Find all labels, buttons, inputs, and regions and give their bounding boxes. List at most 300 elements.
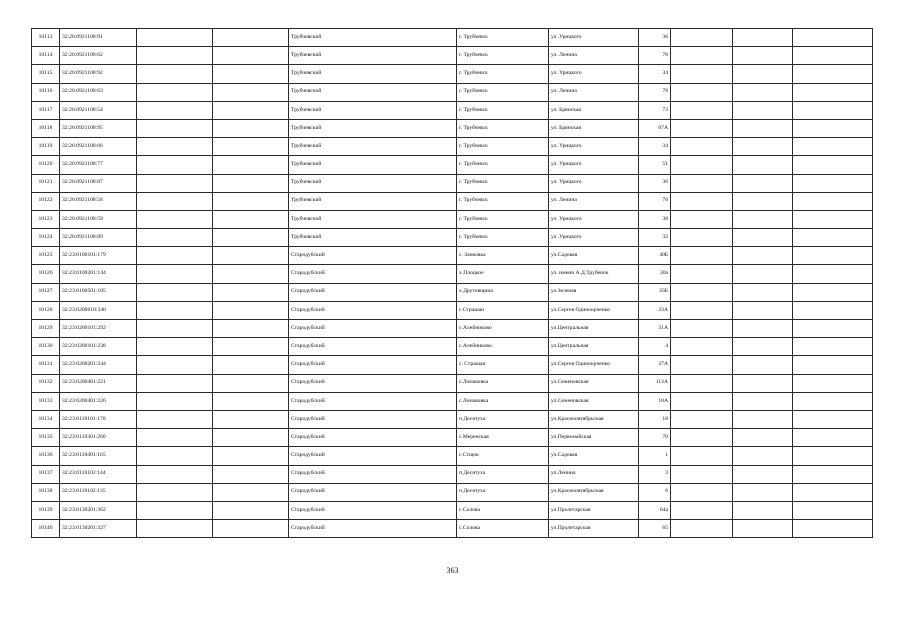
district-cell: Трубчевский (289, 101, 457, 119)
empty-cell (733, 501, 793, 519)
house-number-cell: 38 (639, 210, 671, 228)
house-number-cell: 67А (639, 119, 671, 137)
empty-cell (733, 247, 793, 265)
empty-cell (213, 338, 289, 356)
empty-cell (671, 138, 733, 156)
empty-cell (213, 392, 289, 410)
row-number-cell: 10139 (32, 501, 60, 519)
table-row (32, 447, 873, 465)
row-number-cell: 10113 (32, 29, 60, 47)
row-number-cell: 10131 (32, 356, 60, 374)
empty-cell (137, 447, 213, 465)
cadastral-number-cell: 32:23:0200401:221 (60, 374, 137, 392)
table-row (32, 429, 873, 447)
street-cell: ул. имени А.Д.Трубенок (549, 265, 639, 283)
street-cell: ул.Первомайская (549, 429, 639, 447)
settlement-cell: с.Ломаковка (457, 392, 549, 410)
empty-cell (733, 101, 793, 119)
empty-cell (671, 192, 733, 210)
empty-cell (671, 501, 733, 519)
house-number-cell: 30а (639, 265, 671, 283)
empty-cell (671, 520, 733, 538)
empty-cell (671, 410, 733, 428)
settlement-cell: г. Трубчевск (457, 229, 549, 247)
empty-cell (733, 392, 793, 410)
empty-cell (793, 119, 873, 137)
street-cell: ул.Центральная (549, 338, 639, 356)
row-number-cell: 10121 (32, 174, 60, 192)
table-row (32, 29, 873, 47)
empty-cell (671, 174, 733, 192)
empty-cell (733, 229, 793, 247)
empty-cell (213, 119, 289, 137)
district-cell: Стародубский (289, 429, 457, 447)
empty-cell (793, 101, 873, 119)
house-number-cell: 33Б (639, 283, 671, 301)
empty-cell (793, 156, 873, 174)
empty-cell (793, 410, 873, 428)
empty-cell (793, 301, 873, 319)
row-number-cell: 10117 (32, 101, 60, 119)
cadastral-number-cell: 32:23:0110101:178 (60, 410, 137, 428)
table-row (32, 229, 873, 247)
cadastral-number-cell: 32:23:0200401:226 (60, 392, 137, 410)
empty-cell (213, 29, 289, 47)
house-number-cell: 31А (639, 320, 671, 338)
settlement-cell: г. Трубчевск (457, 119, 549, 137)
cadastral-number-cell: 32:23:0130201:327 (60, 520, 137, 538)
row-number-cell: 10140 (32, 520, 60, 538)
empty-cell (137, 83, 213, 101)
street-cell: ул.Ленина (549, 465, 639, 483)
table-row (32, 483, 873, 501)
empty-cell (137, 210, 213, 228)
empty-cell (793, 229, 873, 247)
settlement-cell: с. Занковка (457, 247, 549, 265)
street-cell: ул. Урицкого (549, 29, 639, 47)
house-number-cell: 73 (639, 101, 671, 119)
empty-cell (671, 65, 733, 83)
house-number-cell: 18А (639, 392, 671, 410)
house-number-cell: 32 (639, 229, 671, 247)
street-cell: ул. Урицкого (549, 174, 639, 192)
empty-cell (793, 283, 873, 301)
street-cell: ул. Ленина (549, 192, 639, 210)
cadastral-number-cell: 32:23:0110102:144 (60, 465, 137, 483)
cadastral-number-cell: 32:23:0100101:179 (60, 247, 137, 265)
empty-cell (793, 29, 873, 47)
street-cell: ул. Ленина (549, 47, 639, 65)
empty-cell (213, 301, 289, 319)
settlement-cell: х.Друговщина (457, 283, 549, 301)
empty-cell (137, 465, 213, 483)
empty-cell (733, 447, 793, 465)
row-number-cell: 10124 (32, 229, 60, 247)
cadastral-number-cell: 32:26:0921108:59 (60, 210, 137, 228)
district-cell: Стародубский (289, 301, 457, 319)
street-cell: ул.Сергея Одинокрченко (549, 356, 639, 374)
cadastral-number-cell: 32:26:0921108:92 (60, 65, 137, 83)
settlement-cell: с.Солова (457, 520, 549, 538)
empty-cell (733, 138, 793, 156)
empty-cell (793, 138, 873, 156)
row-number-cell: 10134 (32, 410, 60, 428)
house-number-cell: 113А (639, 374, 671, 392)
street-cell: ул.Садовая (549, 247, 639, 265)
street-cell: ул. Урицкого (549, 65, 639, 83)
cadastral-number-cell: 32:23:0110301:260 (60, 429, 137, 447)
street-cell: ул. Урицкого (549, 229, 639, 247)
district-cell: Трубчевский (289, 174, 457, 192)
table-row (32, 47, 873, 65)
empty-cell (733, 65, 793, 83)
table-row (32, 392, 873, 410)
street-cell: ул.Зеленая (549, 283, 639, 301)
empty-cell (213, 138, 289, 156)
table-row (32, 65, 873, 83)
empty-cell (671, 465, 733, 483)
empty-cell (137, 47, 213, 65)
empty-cell (137, 410, 213, 428)
table-row (32, 501, 873, 519)
district-cell: Трубчевский (289, 210, 457, 228)
empty-cell (671, 356, 733, 374)
table-row (32, 83, 873, 101)
cadastral-number-cell: 32:23:0110401:165 (60, 447, 137, 465)
empty-cell (671, 283, 733, 301)
cadastral-number-cell: 32:23:0110102:135 (60, 483, 137, 501)
row-number-cell: 10116 (32, 83, 60, 101)
empty-cell (733, 192, 793, 210)
empty-cell (671, 483, 733, 501)
district-cell: Стародубский (289, 247, 457, 265)
cadastral-number-cell: 32:23:0200101:238 (60, 338, 137, 356)
table-body (32, 29, 873, 538)
empty-cell (137, 392, 213, 410)
settlement-cell: г. Трубчевск (457, 192, 549, 210)
empty-cell (137, 156, 213, 174)
district-cell: Трубчевский (289, 138, 457, 156)
empty-cell (213, 65, 289, 83)
table-row (32, 174, 873, 192)
empty-cell (793, 483, 873, 501)
empty-cell (213, 192, 289, 210)
row-number-cell: 10137 (32, 465, 60, 483)
settlement-cell: с.Солова (457, 501, 549, 519)
empty-cell (793, 174, 873, 192)
empty-cell (733, 429, 793, 447)
street-cell: ул.Садовая (549, 447, 639, 465)
house-number-cell: 78 (639, 192, 671, 210)
table-row (32, 192, 873, 210)
empty-cell (213, 283, 289, 301)
district-cell: Стародубский (289, 501, 457, 519)
empty-cell (671, 83, 733, 101)
page-number: 363 (446, 566, 459, 575)
district-cell: Трубчевский (289, 83, 457, 101)
table-row (32, 338, 873, 356)
district-cell: Стародубский (289, 465, 457, 483)
empty-cell (671, 265, 733, 283)
empty-cell (213, 447, 289, 465)
cadastral-number-cell: 32:26:0921108:91 (60, 29, 137, 47)
settlement-cell: х.Плоцкое (457, 265, 549, 283)
table-row (32, 465, 873, 483)
empty-cell (671, 338, 733, 356)
settlement-cell: с.Алейниково (457, 320, 549, 338)
table-row (32, 119, 873, 137)
empty-cell (671, 374, 733, 392)
district-cell: Стародубский (289, 356, 457, 374)
table-row (32, 156, 873, 174)
empty-cell (137, 356, 213, 374)
house-number-cell: 64а (639, 501, 671, 519)
settlement-cell: г. Трубчевск (457, 174, 549, 192)
empty-cell (793, 47, 873, 65)
empty-cell (137, 483, 213, 501)
empty-cell (793, 192, 873, 210)
row-number-cell: 10120 (32, 156, 60, 174)
row-number-cell: 10123 (32, 210, 60, 228)
settlement-cell: с.Меренская (457, 429, 549, 447)
empty-cell (213, 229, 289, 247)
cadastral-number-cell: 32:26:0921108:54 (60, 101, 137, 119)
empty-cell (137, 338, 213, 356)
row-number-cell: 10126 (32, 265, 60, 283)
cadastral-number-cell: 32:26:0921108:63 (60, 83, 137, 101)
table-row (32, 520, 873, 538)
row-number-cell: 10133 (32, 392, 60, 410)
empty-cell (671, 101, 733, 119)
empty-cell (793, 210, 873, 228)
empty-cell (671, 47, 733, 65)
empty-cell (137, 247, 213, 265)
cadastral-number-cell: 32:26:0921108:89 (60, 229, 137, 247)
cadastral-number-cell: 32:26:0921108:62 (60, 47, 137, 65)
settlement-cell: г. Трубчевск (457, 83, 549, 101)
empty-cell (793, 429, 873, 447)
row-number-cell: 10122 (32, 192, 60, 210)
empty-cell (671, 156, 733, 174)
street-cell: ул.Центральная (549, 320, 639, 338)
house-number-cell: 34 (639, 65, 671, 83)
cadastral-number-cell: 32:23:0200610:340 (60, 301, 137, 319)
house-number-cell: 33А (639, 301, 671, 319)
table-row (32, 247, 873, 265)
table-row (32, 320, 873, 338)
house-number-cell: 3 (639, 465, 671, 483)
empty-cell (137, 283, 213, 301)
table-row (32, 410, 873, 428)
table-row (32, 301, 873, 319)
empty-cell (213, 483, 289, 501)
empty-cell (213, 83, 289, 101)
cadastral-number-cell: 32:26:0921108:95 (60, 119, 137, 137)
settlement-cell: г. Трубчевск (457, 101, 549, 119)
empty-cell (137, 320, 213, 338)
street-cell: ул.Семеновская (549, 392, 639, 410)
house-number-cell: 51 (639, 156, 671, 174)
empty-cell (137, 65, 213, 83)
table-row (32, 101, 873, 119)
house-number-cell: 40Б (639, 247, 671, 265)
district-cell: Трубчевский (289, 119, 457, 137)
house-number-cell: 27А (639, 356, 671, 374)
street-cell: ул.Красноовтябрьская (549, 410, 639, 428)
empty-cell (137, 265, 213, 283)
street-cell: ул.Семеновская (549, 374, 639, 392)
empty-cell (793, 447, 873, 465)
district-cell: Стародубский (289, 374, 457, 392)
house-number-cell: 1 (639, 447, 671, 465)
row-number-cell: 10115 (32, 65, 60, 83)
empty-cell (671, 447, 733, 465)
house-number-cell: 65 (639, 520, 671, 538)
cadastral-number-cell: 32:23:0130201:362 (60, 501, 137, 519)
empty-cell (213, 174, 289, 192)
empty-cell (793, 83, 873, 101)
empty-cell (213, 356, 289, 374)
cadastral-number-cell: 32:26:0921108:87 (60, 174, 137, 192)
settlement-cell: г. Трубчевск (457, 65, 549, 83)
cadastral-number-cell: 32:23:0200201:244 (60, 356, 137, 374)
empty-cell (793, 338, 873, 356)
cadastral-number-cell: 32:23:0100201:144 (60, 265, 137, 283)
house-number-cell: 4 (639, 338, 671, 356)
empty-cell (137, 374, 213, 392)
settlement-cell: г. Трубчевск (457, 138, 549, 156)
empty-cell (137, 501, 213, 519)
registry-table (31, 28, 873, 538)
row-number-cell: 10136 (32, 447, 60, 465)
empty-cell (671, 119, 733, 137)
row-number-cell: 10127 (32, 283, 60, 301)
empty-cell (733, 520, 793, 538)
empty-cell (793, 356, 873, 374)
row-number-cell: 10125 (32, 247, 60, 265)
row-number-cell: 10138 (32, 483, 60, 501)
cadastral-number-cell: 32:23:0200101:292 (60, 320, 137, 338)
settlement-cell: п.Десятуха (457, 410, 549, 428)
district-cell: Стародубский (289, 483, 457, 501)
empty-cell (793, 520, 873, 538)
empty-cell (213, 501, 289, 519)
street-cell: ул.Пролетарская (549, 501, 639, 519)
district-cell: Стародубский (289, 283, 457, 301)
empty-cell (671, 229, 733, 247)
cadastral-number-cell: 32:23:0100501:105 (60, 283, 137, 301)
empty-cell (733, 156, 793, 174)
district-cell: Трубчевский (289, 156, 457, 174)
empty-cell (733, 356, 793, 374)
street-cell: ул. Брянская (549, 119, 639, 137)
empty-cell (213, 320, 289, 338)
empty-cell (137, 174, 213, 192)
empty-cell (671, 210, 733, 228)
table-row (32, 374, 873, 392)
settlement-cell: с.Ломаковка (457, 374, 549, 392)
settlement-cell: с.Страшаи (457, 301, 549, 319)
empty-cell (733, 174, 793, 192)
empty-cell (137, 229, 213, 247)
empty-cell (733, 283, 793, 301)
empty-cell (137, 429, 213, 447)
empty-cell (213, 101, 289, 119)
house-number-cell: 78 (639, 83, 671, 101)
empty-cell (793, 392, 873, 410)
settlement-cell: п.Десятуха (457, 465, 549, 483)
empty-cell (137, 520, 213, 538)
house-number-cell: 34 (639, 138, 671, 156)
district-cell: Трубчевский (289, 192, 457, 210)
house-number-cell: 6 (639, 483, 671, 501)
empty-cell (733, 338, 793, 356)
empty-cell (733, 320, 793, 338)
empty-cell (793, 320, 873, 338)
cadastral-number-cell: 32:26:0921108:58 (60, 192, 137, 210)
street-cell: ул.Красноовтябрьская (549, 483, 639, 501)
street-cell: ул. Ленина (549, 83, 639, 101)
row-number-cell: 10119 (32, 138, 60, 156)
house-number-cell: 78 (639, 47, 671, 65)
empty-cell (671, 392, 733, 410)
district-cell: Стародубский (289, 392, 457, 410)
street-cell: ул. Урицкого (549, 138, 639, 156)
house-number-cell: 36 (639, 29, 671, 47)
table-row (32, 283, 873, 301)
empty-cell (671, 301, 733, 319)
street-cell: ул.Пролетарская (549, 520, 639, 538)
street-cell: ул.Сергея Одинокрченко (549, 301, 639, 319)
district-cell: Трубчевский (289, 29, 457, 47)
empty-cell (137, 119, 213, 137)
row-number-cell: 10132 (32, 374, 60, 392)
empty-cell (733, 301, 793, 319)
empty-cell (793, 65, 873, 83)
district-cell: Трубчевский (289, 47, 457, 65)
empty-cell (213, 247, 289, 265)
house-number-cell: 36 (639, 174, 671, 192)
row-number-cell: 10114 (32, 47, 60, 65)
district-cell: Стародубский (289, 338, 457, 356)
empty-cell (137, 192, 213, 210)
table-row (32, 138, 873, 156)
row-number-cell: 10130 (32, 338, 60, 356)
empty-cell (733, 47, 793, 65)
district-cell: Стародубский (289, 447, 457, 465)
empty-cell (733, 410, 793, 428)
row-number-cell: 10128 (32, 301, 60, 319)
district-cell: Стародубский (289, 320, 457, 338)
empty-cell (793, 247, 873, 265)
house-number-cell: 18 (639, 410, 671, 428)
empty-cell (793, 374, 873, 392)
row-number-cell: 10118 (32, 119, 60, 137)
empty-cell (733, 265, 793, 283)
empty-cell (733, 210, 793, 228)
table-row (32, 210, 873, 228)
empty-cell (733, 483, 793, 501)
empty-cell (213, 47, 289, 65)
empty-cell (137, 29, 213, 47)
empty-cell (671, 429, 733, 447)
district-cell: Стародубский (289, 520, 457, 538)
empty-cell (137, 101, 213, 119)
house-number-cell: 70 (639, 429, 671, 447)
cadastral-number-cell: 32:26:0921108:77 (60, 156, 137, 174)
empty-cell (793, 465, 873, 483)
empty-cell (733, 374, 793, 392)
